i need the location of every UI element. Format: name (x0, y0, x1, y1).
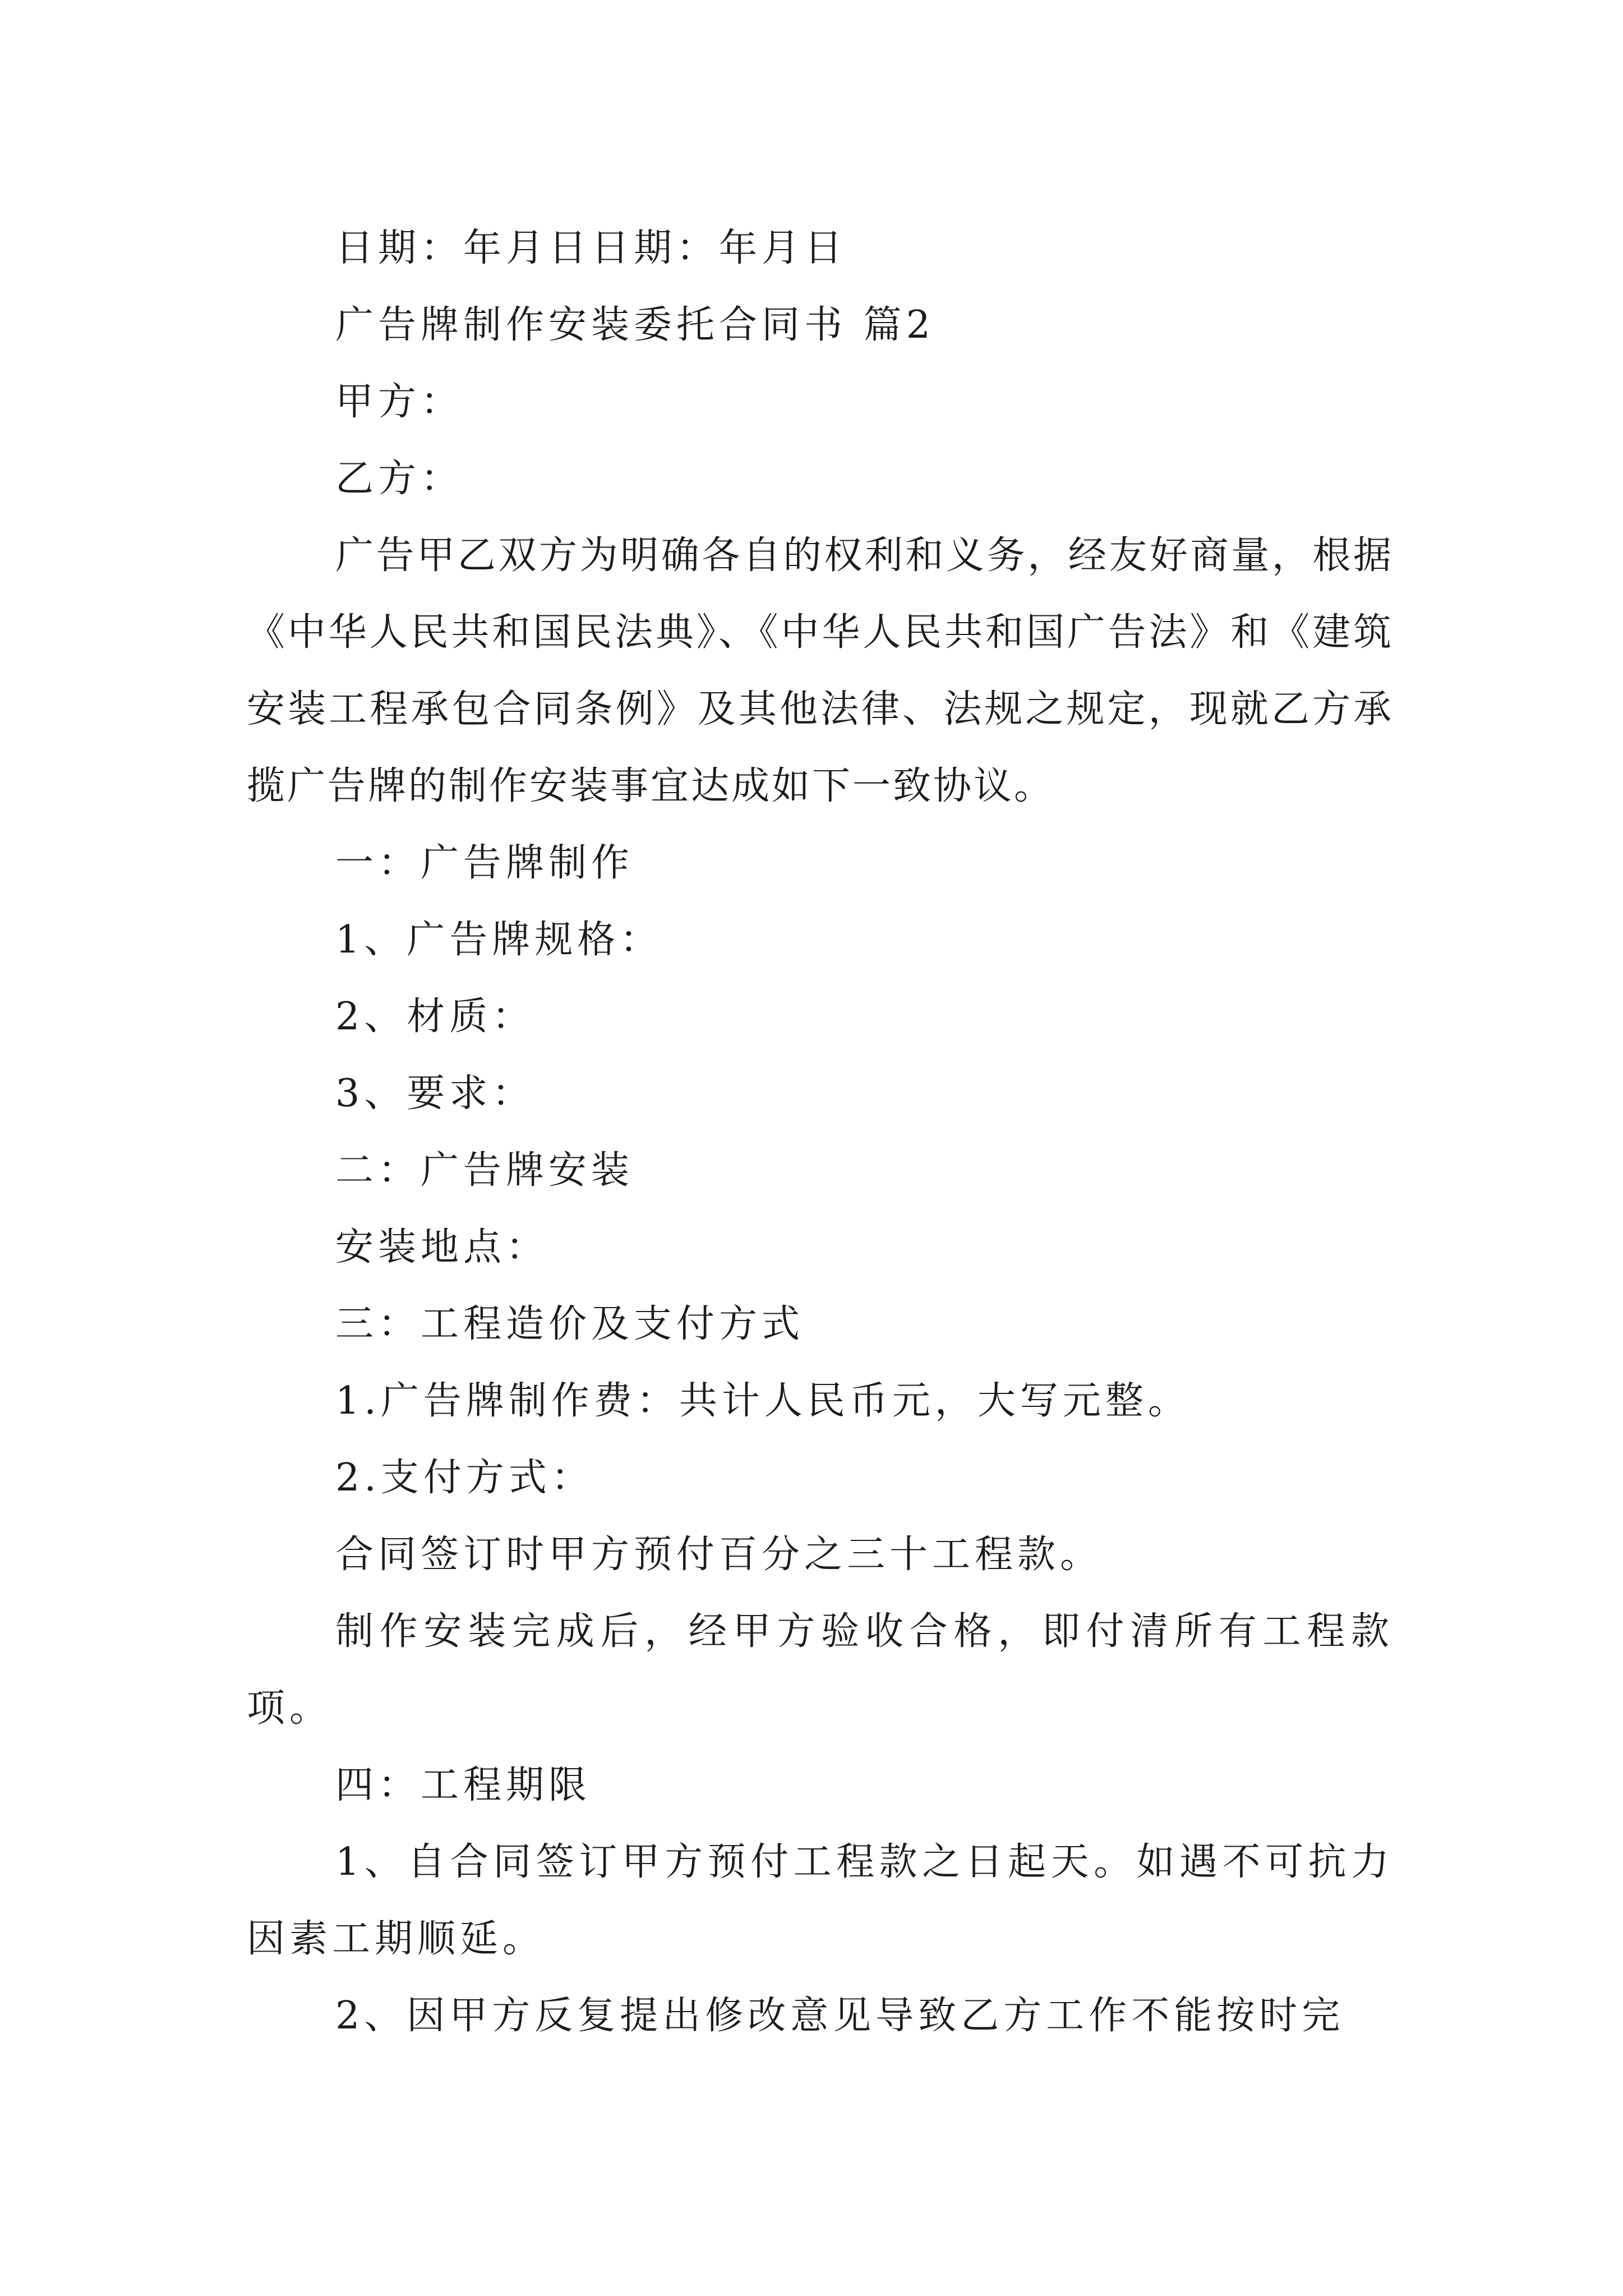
section-1-item-1: 1、广告牌规格： (335, 918, 663, 962)
advance-payment-paragraph: 合同签订时甲方预付百分之三十工程款。 (335, 1533, 1103, 1577)
preamble-paragraph: 广告甲乙双方为明确各自的权利和义务，经友好商量，根据《中华人民共和国民法典》、《中华人民共和国广告法》和《建筑安装工程承包合同条例》及其他法律、法规之规定，现就乙方承揽广告牌的制作安装事宜达成如下一致协议。 (247, 533, 1394, 808)
section-3-heading: 三：工程造价及支付方式 (335, 1302, 805, 1346)
section-1-item-3: 3、要求： (335, 1071, 535, 1116)
party-b-line: 乙方： (335, 457, 464, 501)
contract-heading: 广告牌制作安装委托合同书 篇2 (335, 303, 935, 347)
section-4-item-2: 2、因甲方反复提出修改意见导致乙方工作不能按时完 (335, 1994, 1345, 2038)
section-1-heading: 一：广告牌制作 (335, 841, 634, 885)
section-1-item-2: 2、材质： (335, 995, 535, 1039)
section-2-heading: 二：广告牌安装 (335, 1148, 634, 1193)
party-a-line: 甲方： (335, 380, 464, 424)
section-4-item-1: 1、自合同签订甲方预付工程款之日起天。如遇不可抗力因素工期顺延。 (247, 1840, 1394, 1961)
install-location-line: 安装地点： (335, 1225, 549, 1269)
date-line: 日期：年月日日期：年月日 (335, 226, 847, 270)
section-4-heading: 四：工程期限 (335, 1763, 592, 1807)
section-3-item-1: 1.广告牌制作费：共计人民币元，大写元整。 (335, 1379, 1191, 1423)
final-payment-paragraph: 制作安装完成后，经甲方验收合格，即付清所有工程款项。 (247, 1609, 1394, 1731)
section-3-item-2: 2.支付方式： (335, 1456, 594, 1500)
document-body (247, 210, 1394, 2054)
